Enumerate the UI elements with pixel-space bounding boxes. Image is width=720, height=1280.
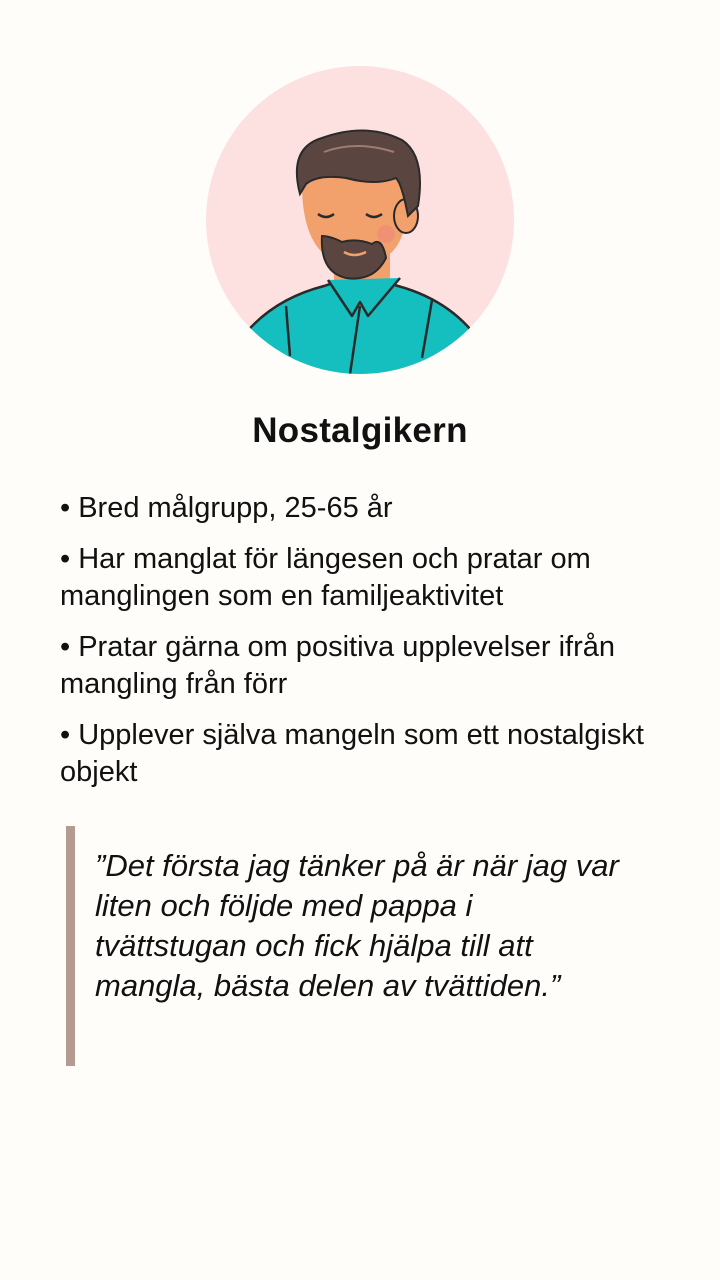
persona-quote: ”Det första jag tänker på är när jag var liten och följde med pappa i tvättstugan och fick hjälpa till att mangla, bästa delen av tvättiden.” xyxy=(66,826,626,1066)
trait-item: • Bred målgrupp, 25-65 år xyxy=(60,492,393,524)
trait-item: • Pratar gärna om positiva upplevelser ifrån mangling från förr xyxy=(60,631,615,700)
trait-item: • Har manglat för längesen och pratar om manglingen som en familjeaktivitet xyxy=(60,543,591,612)
persona-title: Nostalgikern xyxy=(252,411,468,450)
persona-traits-list xyxy=(60,490,700,805)
man-with-beard-illustration-icon xyxy=(206,66,514,374)
trait-item: • Upplever själva mangeln som ett nostalgiskt objekt xyxy=(60,719,644,788)
persona-avatar xyxy=(206,66,514,374)
